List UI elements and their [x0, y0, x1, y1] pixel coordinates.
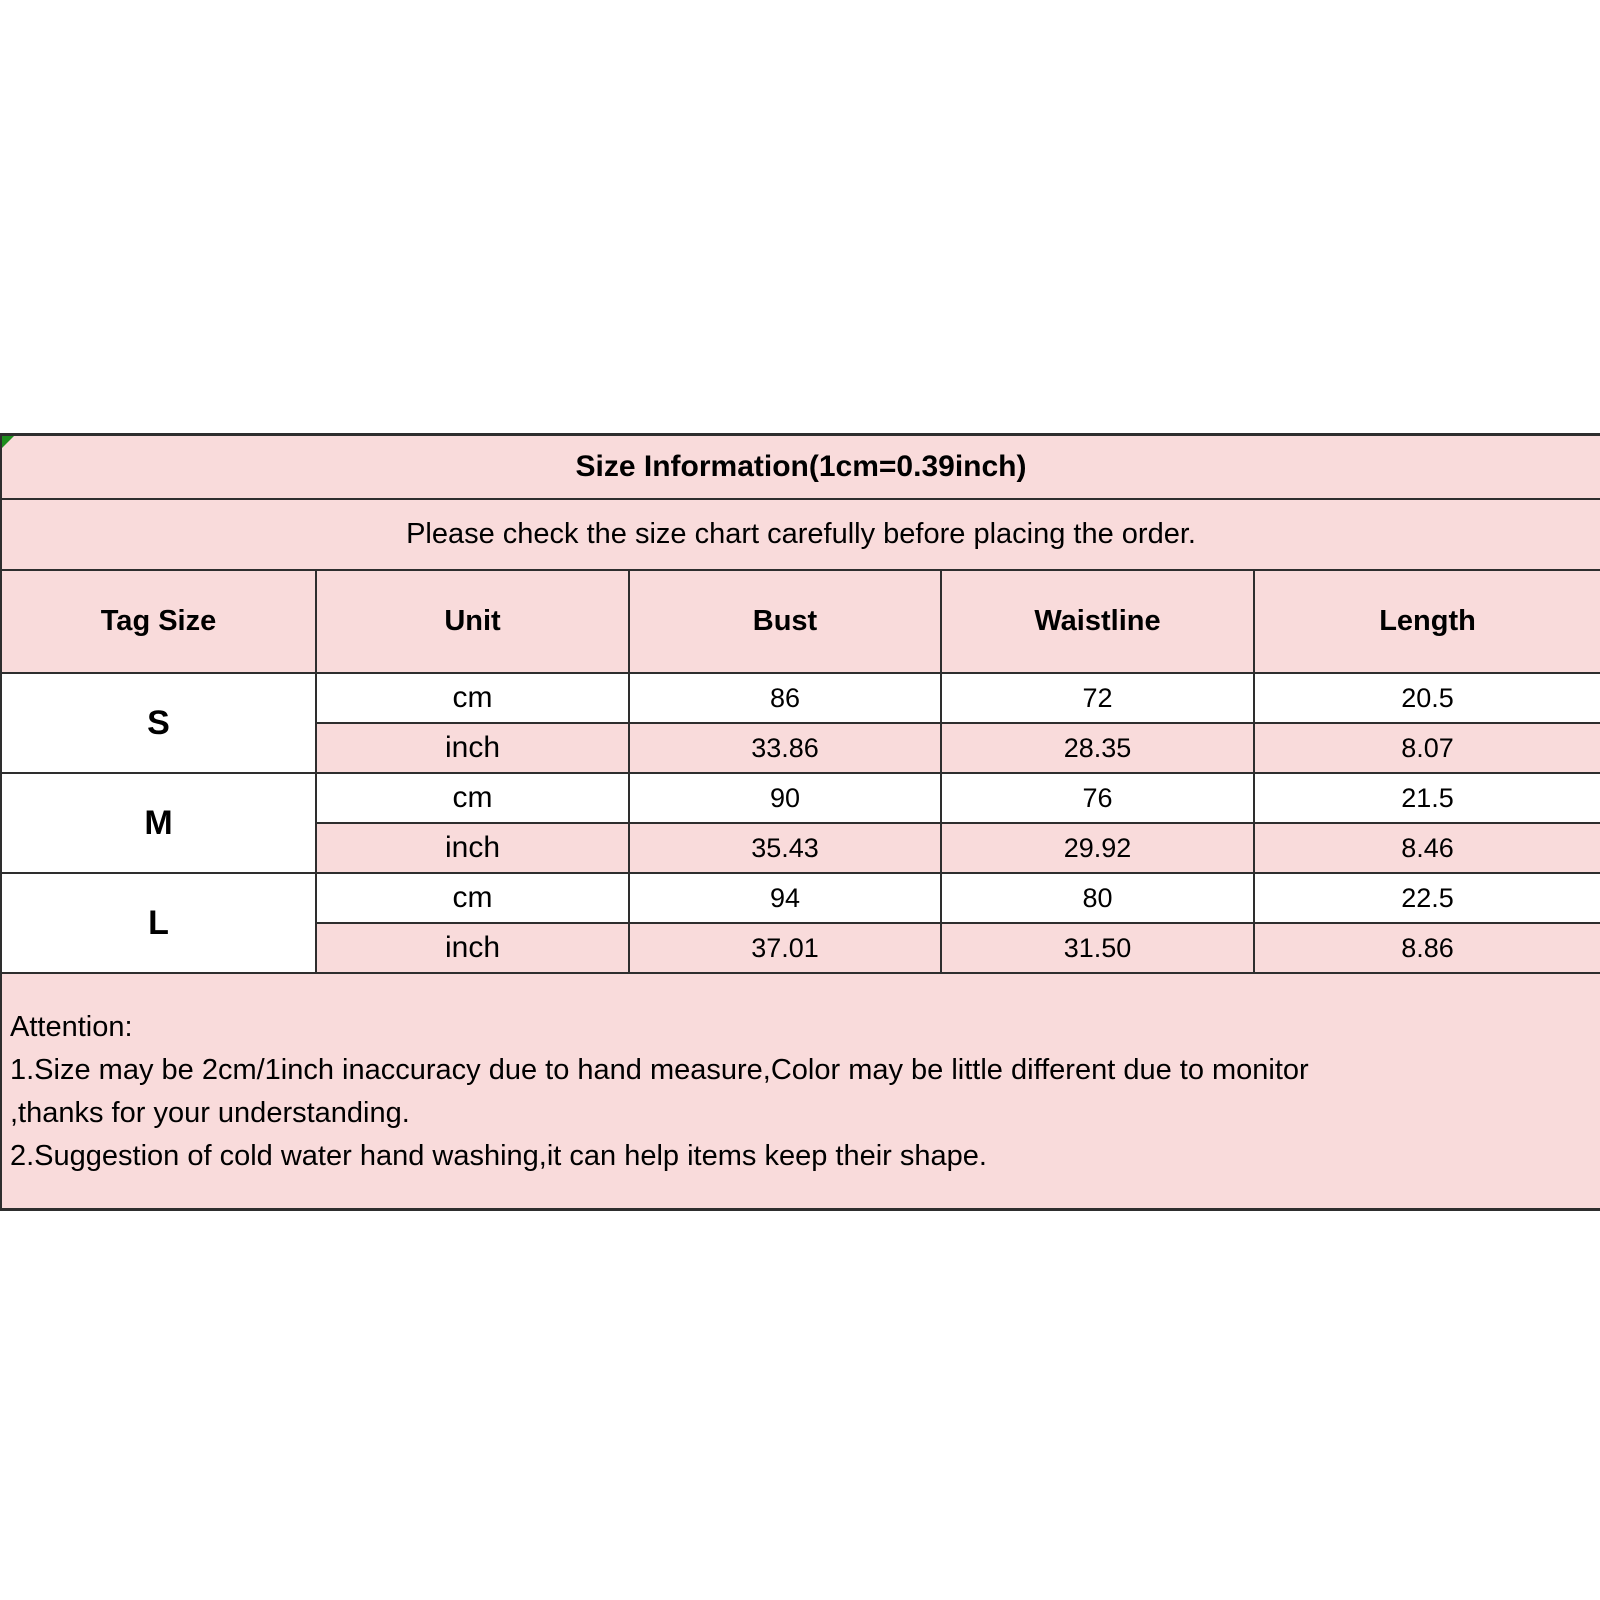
length-value: 8.46	[1254, 823, 1600, 873]
column-header-waistline: Waistline	[941, 570, 1254, 673]
attention-line: ,thanks for your understanding.	[10, 1097, 410, 1129]
unit-cell: inch	[316, 823, 629, 873]
attention-heading: Attention:	[10, 1011, 133, 1043]
length-value: 20.5	[1254, 673, 1600, 723]
bust-value: 86	[629, 673, 941, 723]
bust-value: 94	[629, 873, 941, 923]
column-header-bust: Bust	[629, 570, 941, 673]
title-row	[1, 435, 1600, 500]
waistline-value: 72	[941, 673, 1254, 723]
waistline-value: 29.92	[941, 823, 1254, 873]
column-header-tag-size: Tag Size	[1, 570, 316, 673]
unit-cell: inch	[316, 723, 629, 773]
table-subtitle: Please check the size chart carefully before placing the order.	[1, 499, 1600, 570]
table-row	[1, 873, 1600, 923]
column-header-length: Length	[1254, 570, 1600, 673]
unit-cell: cm	[316, 773, 629, 823]
waistline-value: 28.35	[941, 723, 1254, 773]
green-corner-marker-icon	[2, 436, 14, 448]
size-chart-table	[0, 433, 1600, 1211]
length-value: 21.5	[1254, 773, 1600, 823]
unit-cell: inch	[316, 923, 629, 973]
table-row	[1, 673, 1600, 723]
waistline-value: 80	[941, 873, 1254, 923]
unit-cell: cm	[316, 873, 629, 923]
unit-cell: cm	[316, 673, 629, 723]
bust-value: 90	[629, 773, 941, 823]
attention-row	[1, 973, 1600, 1210]
column-header-row	[1, 570, 1600, 673]
subtitle-row	[1, 499, 1600, 570]
waistline-value: 76	[941, 773, 1254, 823]
table-row	[1, 773, 1600, 823]
length-value: 22.5	[1254, 873, 1600, 923]
bust-value: 35.43	[629, 823, 941, 873]
attention-line: 2.Suggestion of cold water hand washing,it can help items keep their shape.	[10, 1140, 987, 1172]
bust-value: 33.86	[629, 723, 941, 773]
tag-size-s: S	[1, 673, 316, 773]
length-value: 8.86	[1254, 923, 1600, 973]
attention-line: 1.Size may be 2cm/1inch inaccuracy due to hand measure,Color may be little different due to monitor	[10, 1054, 1309, 1086]
attention-note	[1, 973, 1600, 1210]
column-header-unit: Unit	[316, 570, 629, 673]
tag-size-m: M	[1, 773, 316, 873]
bust-value: 37.01	[629, 923, 941, 973]
table-title-cell	[1, 435, 1600, 500]
tag-size-l: L	[1, 873, 316, 973]
waistline-value: 31.50	[941, 923, 1254, 973]
table-title: Size Information(1cm=0.39inch)	[575, 450, 1027, 483]
length-value: 8.07	[1254, 723, 1600, 773]
